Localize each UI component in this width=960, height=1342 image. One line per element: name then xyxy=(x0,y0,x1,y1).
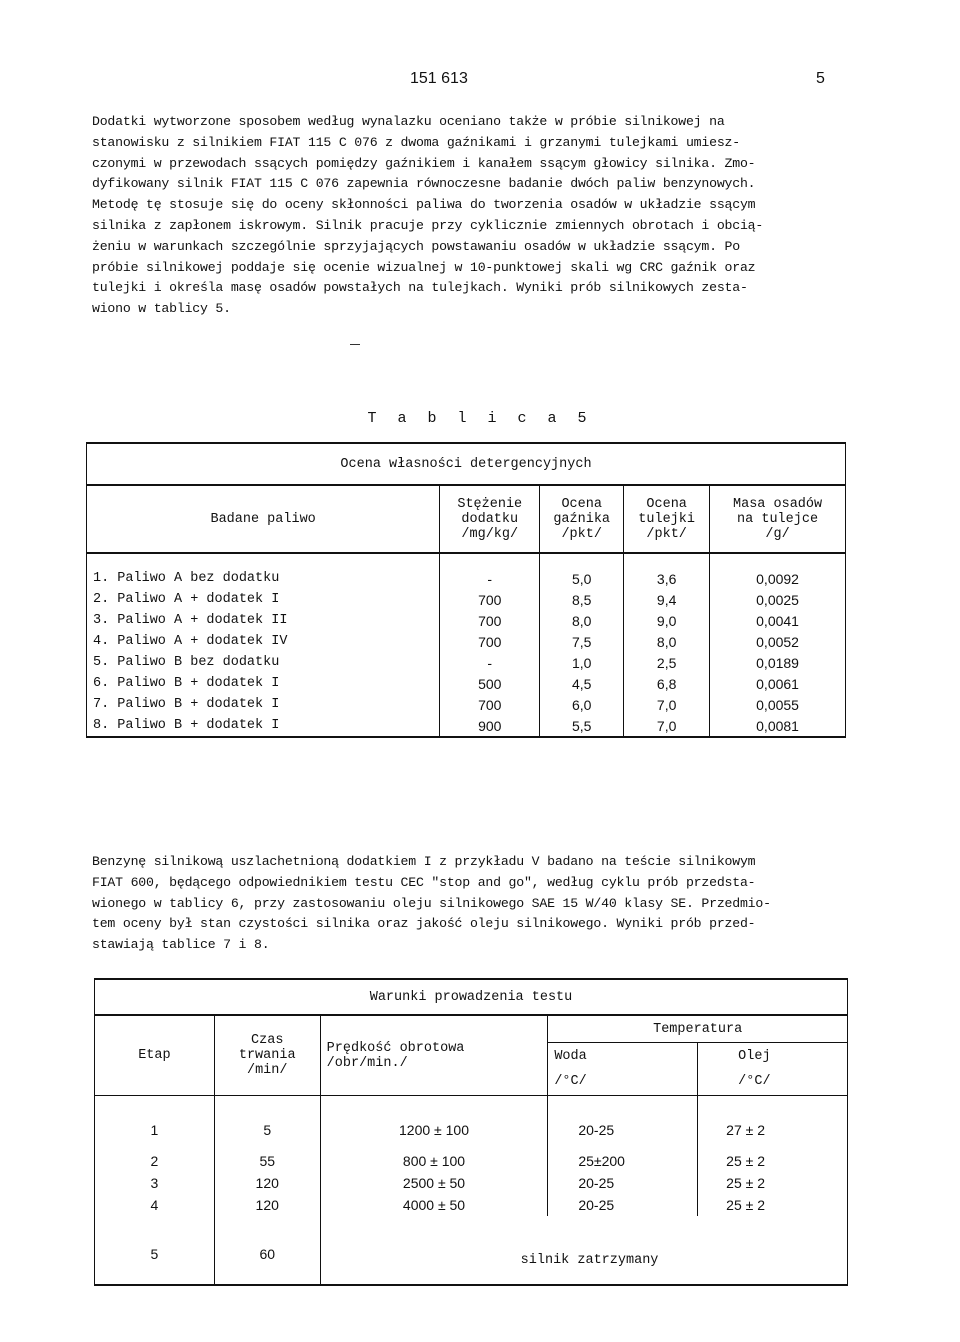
text-line: wionego w tablicy 6, przy zastosowaniu oleju silnikowego SAE 15 W/40 klasy SE. Przedmio- xyxy=(92,895,771,911)
header-line: gaźnika xyxy=(553,511,611,527)
table5-cell-carb: 1,0 xyxy=(540,652,624,673)
table5-title: T a b l i c a 5 xyxy=(367,410,593,427)
header-line: trwania xyxy=(238,1048,296,1063)
table5-cell-sleeve: 9,4 xyxy=(624,589,710,610)
header-line: /min/ xyxy=(246,1063,288,1078)
table5-cell-carb: 7,5 xyxy=(540,631,624,652)
text-line: dyfikowany silnik FIAT 115 C 076 zapewnia równoczesne badanie dwóch paliw benzynowych. xyxy=(92,176,756,192)
table5-cell-mass: 0,0081 xyxy=(710,715,846,737)
table6-cell-stage: 1 xyxy=(95,1096,215,1151)
table6-cell-water: 20-25 xyxy=(548,1172,698,1194)
table6-cell-stage: 3 xyxy=(95,1172,215,1194)
table6-cell-speed: 2500 ± 50 xyxy=(320,1172,548,1194)
paragraph-engine-test xyxy=(92,112,852,320)
text-line: Benzynę silnikową uszlachetnioną dodatkiem I z przykładu V badano na teście silnikowym xyxy=(92,854,756,869)
text-line: Dodatki wytworzone sposobem według wynalazku oceniano także w próbie silnikowej na xyxy=(92,114,725,129)
table5-cell-name: 8. Paliwo B + dodatek I xyxy=(87,715,440,737)
header-line: /°C/ xyxy=(554,1074,587,1089)
table5-cell-mass: 0,0055 xyxy=(710,694,846,715)
table6-header-temperature: Temperatura xyxy=(548,1015,848,1043)
table6-cell-oil: 25 ± 2 xyxy=(698,1194,848,1216)
table6-cell-oil: 27 ± 2 xyxy=(698,1096,848,1151)
table5-cell-carb: 5,0 xyxy=(540,553,624,589)
table6-cell-speed: 1200 ± 100 xyxy=(320,1096,548,1151)
table6-header-stage: Etap xyxy=(95,1015,215,1096)
header-line: Stężenie xyxy=(457,496,523,512)
table6-header-water xyxy=(548,1043,698,1096)
text-line: żeniu w warunkach szczególnie sprzyjających powstawaniu osadów w układzie ssącym. Po xyxy=(92,238,740,254)
table5-cell-conc: - xyxy=(440,553,540,589)
table6-header-duration xyxy=(214,1015,320,1096)
table6-cell-stage: 5 xyxy=(95,1216,215,1285)
table5-cell-sleeve: 9,0 xyxy=(624,610,710,631)
header-line: tulejki xyxy=(638,511,695,527)
text-line: Metodę tę stosuje się do oceny skłonności paliwa do tworzenia osadów w układzie ssącym xyxy=(92,197,756,213)
table6-cell-oil: 25 ± 2 xyxy=(698,1150,848,1172)
header-line: /pkt/ xyxy=(646,526,687,542)
table6-cell-stage: 4 xyxy=(95,1194,215,1216)
table5-cell-name: 7. Paliwo B + dodatek I xyxy=(87,694,440,715)
table5-cell-name: 3. Paliwo A + dodatek II xyxy=(87,610,440,631)
table6-cell-duration: 55 xyxy=(214,1150,320,1172)
text-line: tulejki i określa masę osadów powstałych na tulejkach. Wyniki prób silnikowych zesta- xyxy=(92,280,748,296)
text-line: stawiają tablice 7 i 8. xyxy=(92,937,270,953)
header-line: /g/ xyxy=(765,526,790,542)
header-line: /°C/ xyxy=(738,1074,771,1089)
header-line: Czas xyxy=(251,1033,284,1048)
header-line: Ocena xyxy=(646,496,687,512)
separator-dash xyxy=(350,344,360,345)
text-line: stanowisku z silnikiem FIAT 115 C 076 z dwoma gaźnikami i grzanymi tulejkami umiesz- xyxy=(92,134,740,150)
table6-cell-engine-stopped: silnik zatrzymany xyxy=(320,1216,847,1285)
table5-cell-carb: 5,5 xyxy=(540,715,624,737)
table5-cell-name: 1. Paliwo A bez dodatku xyxy=(87,553,440,589)
table5-cell-mass: 0,0092 xyxy=(710,553,846,589)
header-line: /obr/min./ xyxy=(326,1055,408,1071)
header-line: Olej xyxy=(738,1049,771,1064)
header-line: Masa osadów xyxy=(733,496,823,512)
table6-cell-water: 25±200 xyxy=(548,1150,698,1172)
table6-header-oil xyxy=(698,1043,848,1096)
table6-cell-oil: 25 ± 2 xyxy=(698,1172,848,1194)
table5-cell-mass: 0,0025 xyxy=(710,589,846,610)
header-line: na tulejce xyxy=(737,511,819,527)
table5-span-header: Ocena własności detergencyjnych xyxy=(87,443,846,485)
header-line: /mg/kg/ xyxy=(461,526,519,542)
page-number: 5 xyxy=(816,70,825,87)
table5-detergency xyxy=(86,442,846,738)
header-line: /pkt/ xyxy=(561,526,602,542)
table5-header-mass xyxy=(710,485,846,553)
table5-cell-sleeve: 6,8 xyxy=(624,673,710,694)
header-line: Woda xyxy=(554,1049,587,1064)
text-line: czonymi w przewodach ssących pomiędzy gaźnikiem i kanałem ssącym głowicy silnika. Zmo- xyxy=(92,155,756,171)
table6-cell-duration: 120 xyxy=(214,1194,320,1216)
table6-cell-water: 20-25 xyxy=(548,1194,698,1216)
patent-number: 151 613 xyxy=(410,70,468,87)
table5-cell-conc: - xyxy=(440,652,540,673)
table5-cell-conc: 700 xyxy=(440,589,540,610)
table5-cell-mass: 0,0041 xyxy=(710,610,846,631)
table5-cell-name: 6. Paliwo B + dodatek I xyxy=(87,673,440,694)
table5-cell-conc: 700 xyxy=(440,610,540,631)
table5-header-fuel: Badane paliwo xyxy=(87,485,440,553)
table6-cell-speed: 800 ± 100 xyxy=(320,1150,548,1172)
table6-span-header: Warunki prowadzenia testu xyxy=(95,979,848,1015)
table5-cell-sleeve: 2,5 xyxy=(624,652,710,673)
table6-cell-water: 20-25 xyxy=(548,1096,698,1151)
table5-cell-sleeve: 7,0 xyxy=(624,715,710,737)
table5-header-sleeve xyxy=(624,485,710,553)
table5-cell-name: 2. Paliwo A + dodatek I xyxy=(87,589,440,610)
table5-cell-conc: 900 xyxy=(440,715,540,737)
text-line: próbie silnikowej poddaje się ocenie wizualnej w 10-punktowej skali wg CRC gaźnik oraz xyxy=(92,259,756,275)
table5-cell-conc: 500 xyxy=(440,673,540,694)
table5-cell-name: 5. Paliwo B bez dodatku xyxy=(87,652,440,673)
table5-cell-conc: 700 xyxy=(440,631,540,652)
table6-cell-stage: 2 xyxy=(95,1150,215,1172)
table5-cell-mass: 0,0189 xyxy=(710,652,846,673)
table5-cell-conc: 700 xyxy=(440,694,540,715)
header-line: Ocena xyxy=(561,496,602,512)
text-line: FIAT 600, będącego odpowiednikiem testu CEC "stop and go", według cyklu prób przedsta- xyxy=(92,874,756,890)
table5-cell-carb: 4,5 xyxy=(540,673,624,694)
table5-cell-sleeve: 7,0 xyxy=(624,694,710,715)
paragraph-fiat600-test xyxy=(92,852,852,956)
text-line: wiono w tablicy 5. xyxy=(92,301,231,317)
table5-cell-mass: 0,0052 xyxy=(710,631,846,652)
header-line: dodatku xyxy=(461,511,519,527)
text-line: silnika z zapłonem iskrowym. Silnik pracuje przy cyklicznie zmiennych obrotach i obcią- xyxy=(92,217,764,233)
table5-header-concentration xyxy=(440,485,540,553)
table6-test-conditions xyxy=(94,978,848,1286)
table5-cell-carb: 6,0 xyxy=(540,694,624,715)
table6-cell-duration: 60 xyxy=(214,1216,320,1285)
table5-cell-carb: 8,5 xyxy=(540,589,624,610)
header-line: Prędkość obrotowa xyxy=(326,1040,465,1056)
table5-cell-name: 4. Paliwo A + dodatek IV xyxy=(87,631,440,652)
table5-cell-mass: 0,0061 xyxy=(710,673,846,694)
table5-cell-carb: 8,0 xyxy=(540,610,624,631)
text-line: tem oceny był stan czystości silnika oraz jakość oleju silnikowego. Wyniki prób przed- xyxy=(92,916,756,932)
table6-cell-duration: 5 xyxy=(214,1096,320,1151)
table6-header-speed xyxy=(320,1015,548,1096)
table6-cell-speed: 4000 ± 50 xyxy=(320,1194,548,1216)
table5-header-carb xyxy=(540,485,624,553)
table5-cell-sleeve: 3,6 xyxy=(624,553,710,589)
table6-cell-duration: 120 xyxy=(214,1172,320,1194)
table5-cell-sleeve: 8,0 xyxy=(624,631,710,652)
